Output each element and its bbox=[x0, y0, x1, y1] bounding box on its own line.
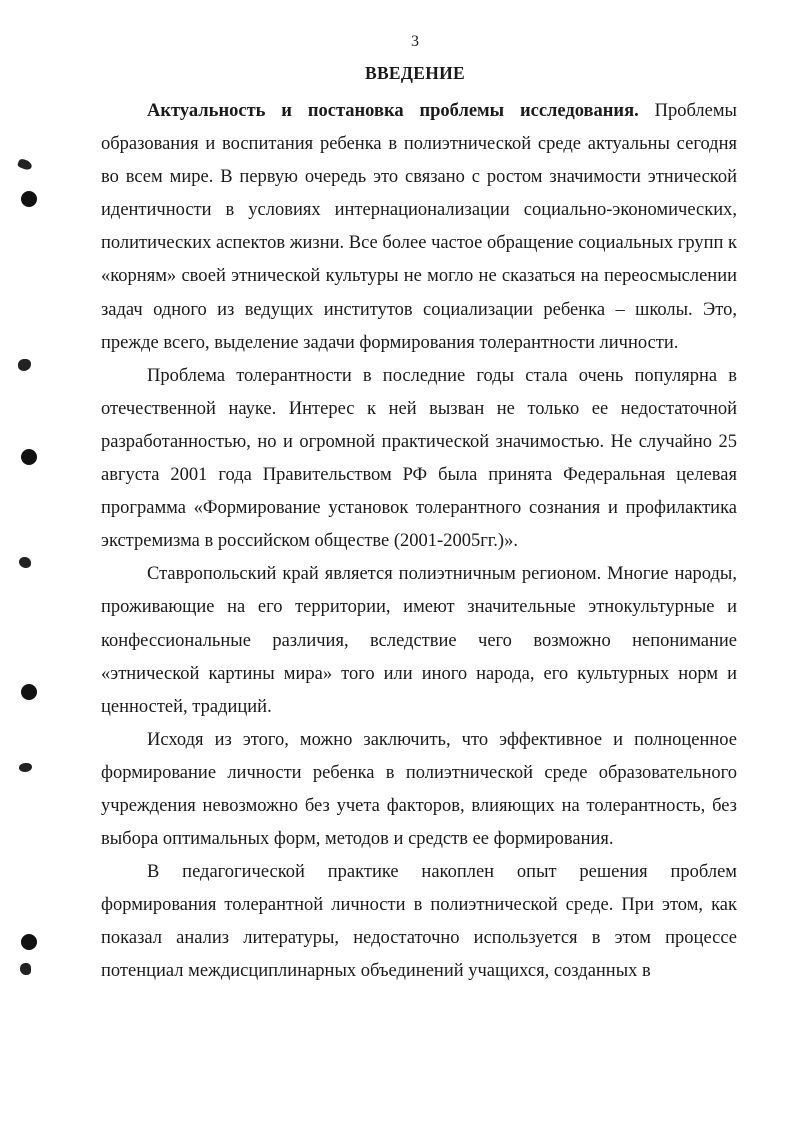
paragraph bbox=[101, 360, 737, 559]
punch-hole bbox=[21, 684, 37, 700]
punch-hole bbox=[21, 191, 37, 207]
punch-hole bbox=[21, 449, 37, 465]
paragraph-text: Проблема толерантности в последние годы стала очень популярна в отечественной науке. Интерес к ней вызван не только ее недостаточной разработанностью, но и огромной практической значимостью. Не случайно 25 августа 2001 года Правительством РФ была принята Федеральная целевая программа «Формирование установок толерантного сознания и профилактика экстремизма в российском обществе (2001-2005гг.)». bbox=[101, 365, 737, 552]
paragraph-text: Проблемы образования и воспитания ребенка в полиэтнической среде актуальны сегодня во всем мире. В первую очередь это связано с ростом значимости этнической идентичности в условиях интернационализации социально-экономических, политических аспектов жизни. Все более частое обращение социальных групп к «корням» своей этнической культуры не могло не сказаться на переосмыслении задач одного из ведущих институтов социализации ребенка – школы. Это, прежде всего, выделение задачи формирования толерантности личности. bbox=[101, 101, 737, 353]
page-number: 3 bbox=[411, 33, 419, 50]
section-title: ВВЕДЕНИЕ bbox=[364, 63, 466, 83]
paragraph-text: Исходя из этого, можно заключить, что эффективное и полноценное формирование личности ребенка в полиэтнической среде образовательного учреждения невозможно без учета факторов, влияющих на толерантность, без выбора оптимальных форм, методов и средств ее формирования. bbox=[101, 729, 737, 850]
paragraph bbox=[101, 558, 737, 723]
paragraph bbox=[101, 724, 737, 856]
body-text bbox=[101, 95, 737, 989]
paragraph bbox=[101, 856, 737, 988]
punch-hole bbox=[21, 934, 37, 950]
scan-smudge bbox=[19, 763, 32, 772]
paragraph-lead: Актуальность и постановка проблемы исследования. bbox=[147, 101, 639, 121]
paragraph-text: Ставропольский край является полиэтничным регионом. Многие народы, проживающие на его территории, имеют значительные этнокультурные и конфессиональные различия, вследствие чего возможно непонимание «этнической картины мира» того или иного народа, его культурных норм и ценностей, традиций. bbox=[101, 564, 737, 717]
scan-smudge bbox=[18, 359, 31, 371]
scan-smudge bbox=[20, 963, 31, 975]
paragraph bbox=[101, 95, 737, 360]
paragraph-text: В педагогической практике накоплен опыт решения проблем формирования толерантной личности в полиэтнической среде. При этом, как показал анализ литературы, недостаточно используется в этом процессе потенциал междисциплинарных объединений учащихся, созданных в bbox=[101, 862, 737, 982]
scan-smudge bbox=[19, 557, 31, 568]
scan-smudge bbox=[17, 158, 33, 171]
